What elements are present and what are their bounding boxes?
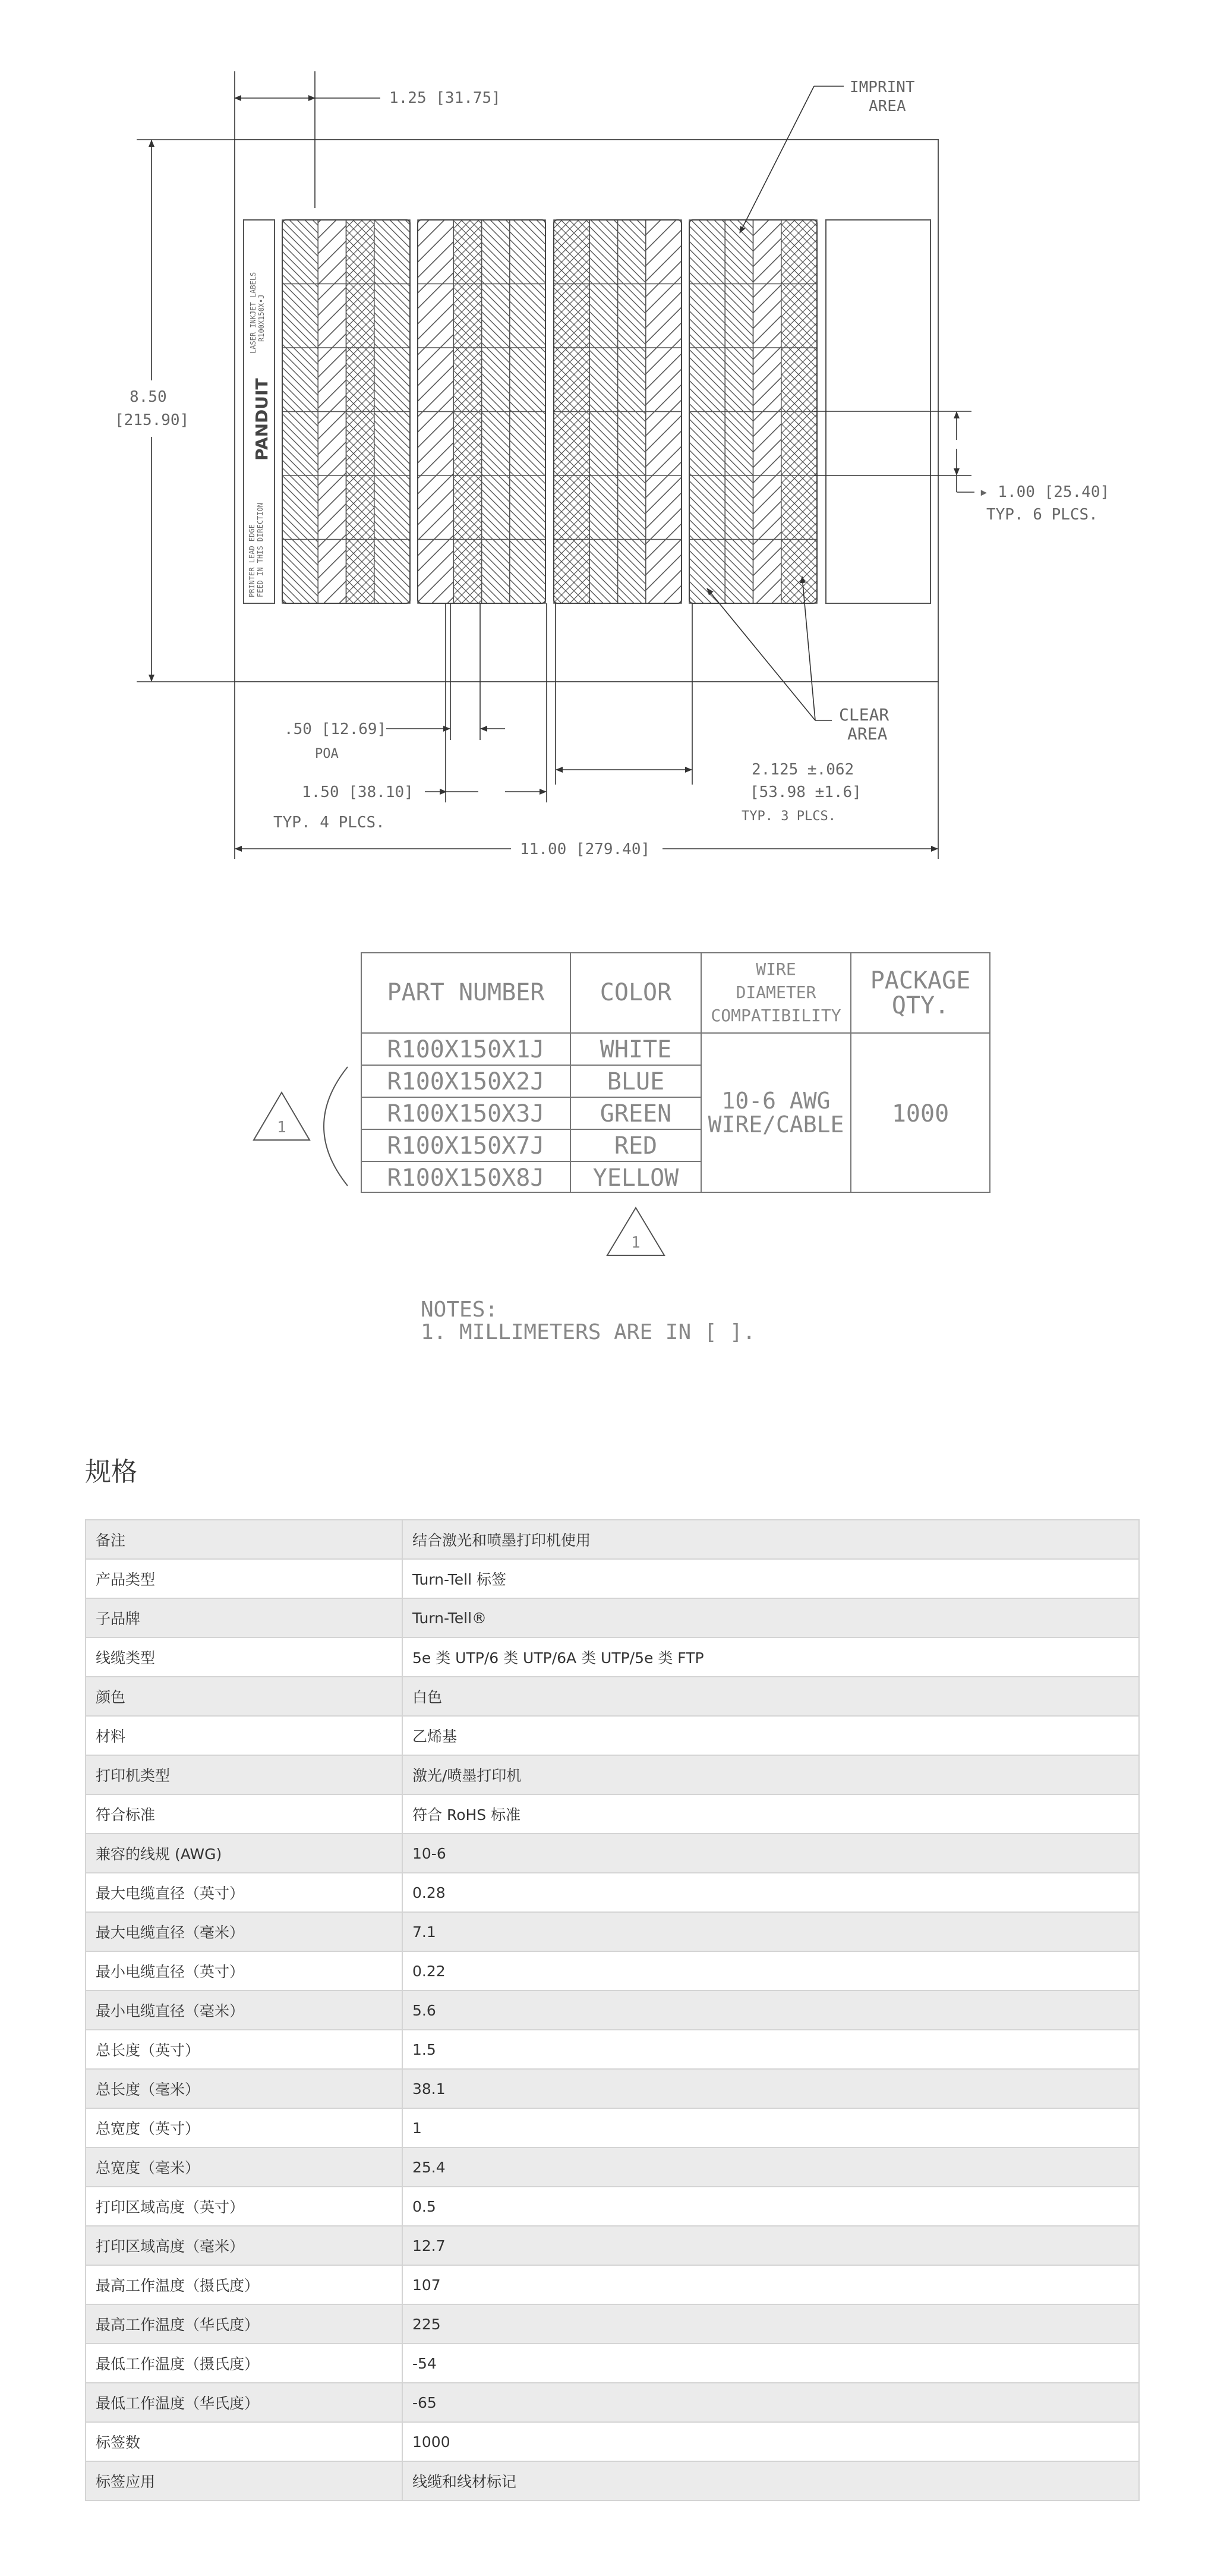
spec-key: 颜色 [86,1677,402,1716]
label-column [282,220,410,603]
dim-height-text-1: 8.50 [130,388,167,406]
spec-value: 1 [402,2108,1139,2147]
spec-row [86,1991,1139,2030]
hdr-color: COLOR [600,979,672,1006]
hdr-qty-1: PACKAGE [870,967,971,994]
spec-value: 结合激光和喷墨打印机使用 [402,1520,1139,1559]
wire-value-1: 10-6 AWG [721,1088,831,1114]
wire-value-2: WIRE/CABLE [708,1111,844,1138]
spec-value: 225 [402,2304,1139,2344]
spec-value: 5e 类 UTP/6 类 UTP/6A 类 UTP/5e 类 FTP [402,1637,1139,1677]
spec-key: 打印区域高度（英寸） [86,2187,402,2226]
row-part-2: R100X150X2J [387,1068,545,1095]
spec-row [86,1559,1139,1598]
spec-row [86,1677,1139,1716]
spec-value: 10-6 [402,1834,1139,1873]
spec-key: 兼容的线规 (AWG) [86,1834,402,1873]
qty-value: 1000 [891,1100,949,1128]
spec-row [86,1912,1139,1951]
clear-label-1: CLEAR [839,705,889,725]
spec-key: 总长度（毫米） [86,2069,402,2108]
spec-value: Turn-Tell® [402,1598,1139,1637]
dim-row-pitch [814,411,1109,524]
label-columns [282,220,817,603]
revision-mark-left-text: 1 [277,1119,286,1136]
row-color-5: YELLOW [592,1164,679,1192]
spec-key: 子品牌 [86,1598,402,1637]
spec-value: Turn-Tell 标签 [402,1559,1139,1598]
spec-key: 标签数 [86,2422,402,2461]
clear-label-2: AREA [847,724,888,744]
spec-row [86,1716,1139,1755]
panduit-logo: PANDUIT [252,378,272,461]
spec-key: 备注 [86,1520,402,1559]
spec-row [86,2383,1139,2422]
row-color-3: GREEN [600,1100,672,1128]
spec-value: 0.22 [402,1951,1139,1991]
dim-row-pitch-text-2: TYP. 6 PLCS. [986,506,1098,524]
dim-col-pitch [556,603,862,824]
dim-col-width-text-2: TYP. 4 PLCS. [273,814,385,832]
spec-row [86,2344,1139,2383]
spec-row [86,2069,1139,2108]
spec-value: -65 [402,2383,1139,2422]
revision-mark-bottom [607,1208,664,1255]
hdr-part-number: PART NUMBER [387,979,545,1006]
row-color-4: RED [614,1132,658,1160]
spec-row [86,2461,1139,2501]
spec-value: 0.5 [402,2187,1139,2226]
spec-value: 5.6 [402,1991,1139,2030]
part-table [361,953,990,1192]
spec-key: 打印机类型 [86,1755,402,1794]
spec-key: 最高工作温度（华氏度） [86,2304,402,2344]
label-column [689,220,817,603]
spec-value: 0.28 [402,1873,1139,1912]
spec-row [86,1637,1139,1677]
label-column [554,220,682,603]
spec-value: 乙烯基 [402,1716,1139,1755]
spec-value: 107 [402,2265,1139,2304]
row-part-1: R100X150X1J [387,1036,545,1063]
notes-line1: 1. MILLIMETERS ARE IN [ ]. [421,1320,756,1344]
notes [421,1298,756,1344]
row-color-1: WHITE [600,1036,672,1063]
spec-row [86,2304,1139,2344]
revision-mark-left [254,1067,348,1186]
dim-width-text: 11.00 [279.40] [520,840,651,858]
spec-key: 线缆类型 [86,1637,402,1677]
spec-row [86,1834,1139,1873]
spec-value: 25.4 [402,2147,1139,2187]
spec-key: 标签应用 [86,2461,402,2501]
spec-value: 7.1 [402,1912,1139,1951]
label-column [418,220,545,603]
spec-key: 最小电缆直径（英寸） [86,1951,402,1991]
spec-key: 总宽度（英寸） [86,2108,402,2147]
spec-row [86,1951,1139,1991]
spec-row [86,2108,1139,2147]
spec-row [86,2030,1139,2069]
sheet-label-line4: FEED IN THIS DIRECTION [256,503,264,597]
spec-key: 最高工作温度（摄氏度） [86,2265,402,2304]
sheet-label-line2: R100X150X•J [257,294,266,342]
spec-row [86,1755,1139,1794]
dim-row-pitch-text-1: ▸ 1.00 [25.40] [979,483,1110,501]
dim-height [115,140,235,682]
dim-col-width [273,603,547,832]
spec-row [86,2265,1139,2304]
hdr-wire-1: WIRE [756,959,796,979]
spec-value: 12.7 [402,2226,1139,2265]
spec-value: -54 [402,2344,1139,2383]
spec-row [86,1794,1139,1834]
spec-key: 总长度（英寸） [86,2030,402,2069]
row-color-2: BLUE [607,1068,665,1095]
spec-key: 最大电缆直径（英寸） [86,1873,402,1912]
spec-key: 符合标准 [86,1794,402,1834]
spec-key: 总宽度（毫米） [86,2147,402,2187]
dim-height-text-2: [215.90] [115,411,190,429]
spec-row [86,2226,1139,2265]
spec-row [86,2147,1139,2187]
spec-row [86,2187,1139,2226]
spec-key: 打印区域高度（毫米） [86,2226,402,2265]
spec-row [86,2422,1139,2461]
spec-key: 产品类型 [86,1559,402,1598]
hdr-wire-2: DIAMETER [736,982,816,1002]
spec-table [85,1519,1140,2501]
spec-value: 激光/喷墨打印机 [402,1755,1139,1794]
dim-col-pitch-text-1: 2.125 ±.062 [752,761,854,779]
row-part-3: R100X150X3J [387,1100,545,1128]
spec-value: 线缆和线材标记 [402,2461,1139,2501]
row-part-4: R100X150X7J [387,1132,545,1160]
imprint-area-callout [740,78,915,233]
dim-col-pitch-text-2: [53.98 ±1.6] [750,783,862,801]
spec-title: 规格 [85,1457,137,1487]
spec-value: 1000 [402,2422,1139,2461]
imprint-label-1: IMPRINT [850,78,915,96]
row-part-5: R100X150X8J [387,1164,545,1192]
spec-row [86,1873,1139,1912]
dim-left-offset-text: 1.25 [31.75] [389,89,501,107]
spec-key: 材料 [86,1716,402,1755]
hdr-qty-2: QTY. [891,992,949,1019]
notes-title: NOTES: [421,1298,499,1322]
spec-key: 最小电缆直径（毫米） [86,1991,402,2030]
spec-row [86,1520,1139,1559]
spec-value: 白色 [402,1677,1139,1716]
spec-value: 符合 RoHS 标准 [402,1794,1139,1834]
dim-poa-text-1: .50 [12.69] [284,720,387,738]
spec-key: 最低工作温度（华氏度） [86,2383,402,2422]
sheet-label-text [248,272,272,597]
spec-value: 38.1 [402,2069,1139,2108]
sheet-label-line1: LASER INKJET LABELS [249,272,257,354]
dim-poa-text-2: POA [315,747,339,761]
spec-value: 1.5 [402,2030,1139,2069]
dim-col-pitch-text-3: TYP. 3 PLCS. [742,809,836,824]
spec-key: 最低工作温度（摄氏度） [86,2344,402,2383]
dim-col-width-text-1: 1.50 [38.10] [302,783,414,801]
sheet-label-line3: PRINTER LEAD EDGE [248,524,256,597]
imprint-label-2: AREA [869,97,906,115]
revision-mark-bottom-text: 1 [631,1234,641,1252]
spec-row [86,1598,1139,1637]
hdr-wire-3: COMPATIBILITY [711,1006,841,1025]
spec-key: 最大电缆直径（毫米） [86,1912,402,1951]
